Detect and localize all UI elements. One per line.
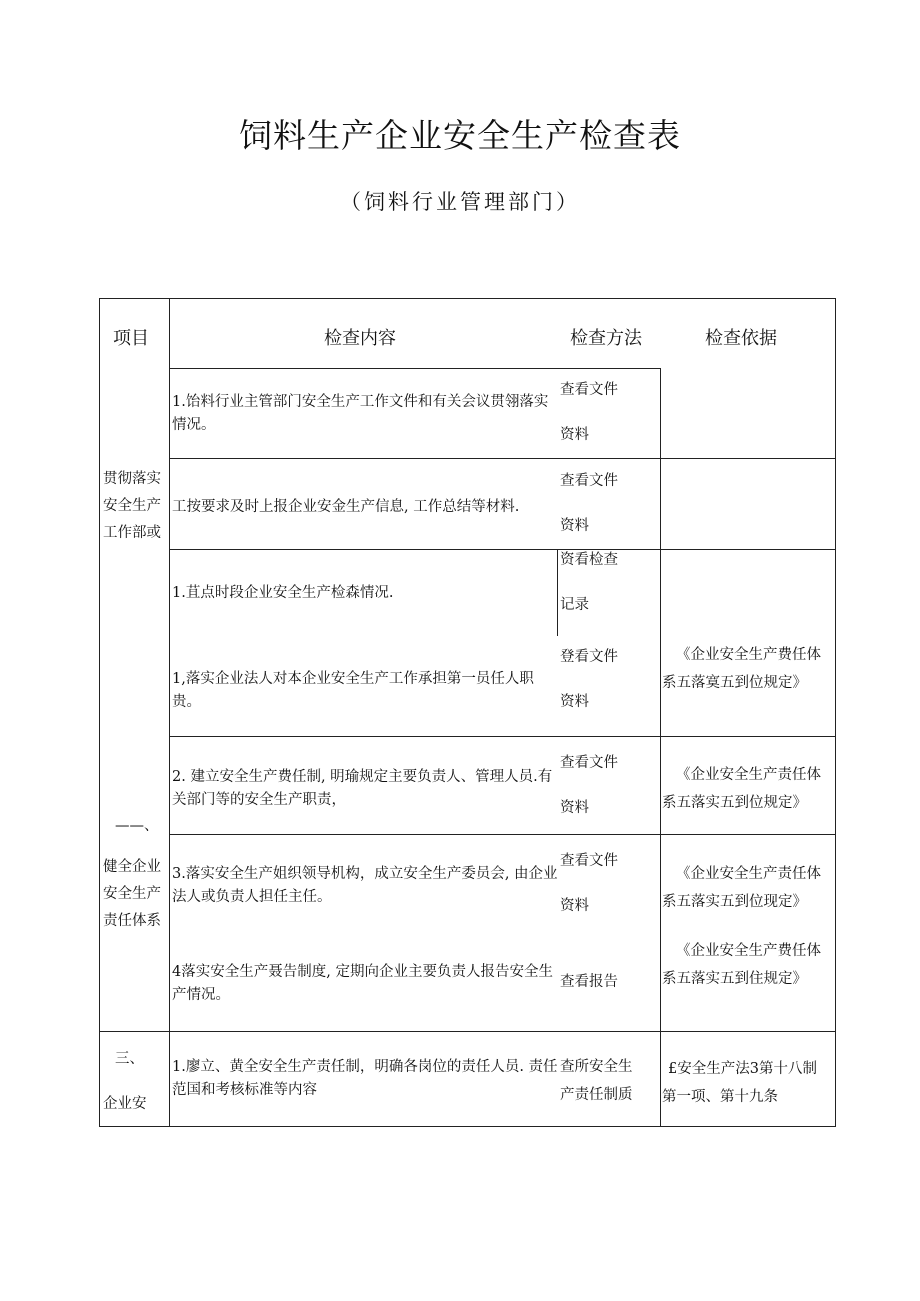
check-method: 查看文件 [560, 853, 618, 869]
check-basis: 系五落寞五到位规定》 [662, 675, 807, 691]
check-method: 资料 [560, 898, 589, 914]
document-subtitle: （饲料行业管理部门） [340, 190, 580, 214]
check-method: 查看文件 [560, 382, 618, 398]
check-method: 资料 [560, 518, 589, 534]
check-content: 3.落实安全生产姐织领导机构，成立安全生产委员会, 由企业法人或负责人担任主任。 [172, 866, 558, 905]
check-content: 2. 建立安全生产费任制, 明瑜规定主要负责人、管理人员.有关部门等的安全生产职责， [172, 769, 553, 808]
check-content: 1,落实企业法人对本企业安全生产工作承担第一员任人职贵。 [172, 671, 534, 710]
check-content: 1.饴料行业主管部门安全生产工作文件和有关会议贯翎落实情况。 [172, 394, 549, 433]
check-method: 查所安全生 [560, 1059, 633, 1075]
check-content: 4落实安全生产聂告制度, 定期向企业主要负责人报告安全生产情况。 [172, 964, 553, 1003]
check-method: 查看文件 [560, 473, 618, 489]
check-content: 工按要求及时上报企业安金生产信息, 工作总结等材料. [172, 499, 520, 515]
check-basis: 系五落实五到位规定》 [662, 795, 807, 811]
check-method: 登看文件 [560, 649, 618, 665]
check-basis: 《企业安全生产费任体 [676, 647, 821, 663]
check-method: 产责任制质 [560, 1087, 633, 1103]
check-content: 1.廖立、黄全安全生产责任制，明确各岗位的责任人员. 责任范国和考核标准等内容 [172, 1059, 558, 1098]
check-basis: 系五落实五到住规定》 [662, 971, 807, 987]
check-method: 资料 [560, 694, 589, 710]
document-title: 饲料生产企业安全生产检查表 [239, 116, 681, 155]
check-method: 资料 [560, 427, 589, 443]
check-basis: 第一项、第十九条 [662, 1089, 778, 1105]
check-method: 资料 [560, 800, 589, 816]
header-item: 项目 [113, 328, 149, 349]
check-basis: 系五落实五到位现定》 [662, 894, 807, 910]
check-basis: 《企业安全生产责任体 [676, 866, 821, 882]
header-method: 检查方法 [570, 328, 642, 349]
check-basis: 《企业安全生产责任体 [676, 767, 821, 783]
check-method: 查看文件 [560, 755, 618, 771]
check-content: 1.苴点时段企业安全生产检森情况. [172, 585, 394, 601]
check-method: 资看检查 [560, 552, 618, 568]
check-method: 查看报告 [560, 974, 618, 990]
header-content: 检查内容 [324, 328, 396, 349]
header-basis: 检查依据 [705, 328, 777, 349]
check-basis: 《企业安全生产费任体 [676, 943, 821, 959]
check-basis: £安全生产法3第十八制 [668, 1061, 817, 1077]
check-method: 记录 [560, 597, 589, 613]
